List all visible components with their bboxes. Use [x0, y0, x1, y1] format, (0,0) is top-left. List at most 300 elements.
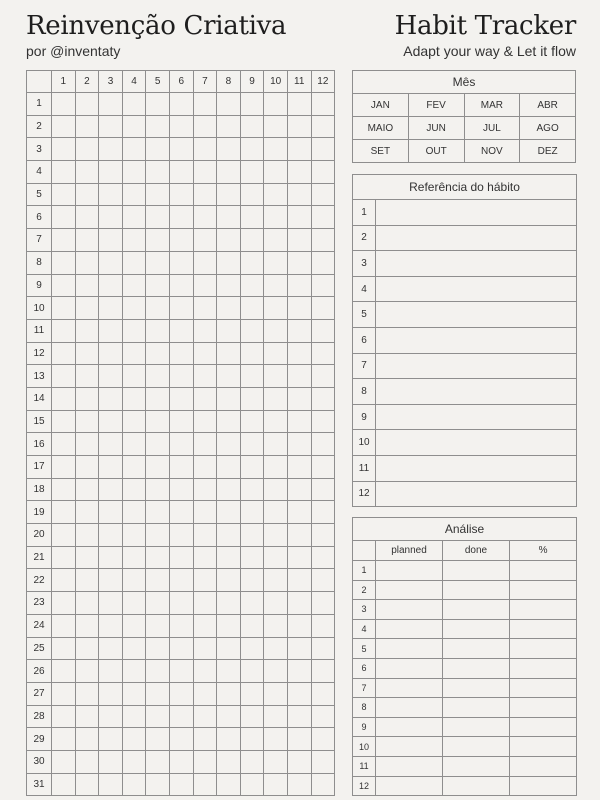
analysis-cell[interactable]: [376, 639, 443, 659]
grid-cell[interactable]: [146, 433, 170, 456]
grid-cell[interactable]: [311, 93, 335, 116]
grid-cell[interactable]: [217, 478, 241, 501]
grid-cell[interactable]: [122, 410, 146, 433]
grid-cell[interactable]: [193, 750, 217, 773]
analysis-cell[interactable]: [376, 658, 443, 678]
month-option[interactable]: OUT: [408, 140, 464, 163]
grid-cell[interactable]: [52, 115, 76, 138]
grid-cell[interactable]: [311, 206, 335, 229]
grid-cell[interactable]: [122, 161, 146, 184]
grid-cell[interactable]: [287, 501, 311, 524]
grid-cell[interactable]: [311, 229, 335, 252]
grid-cell[interactable]: [169, 342, 193, 365]
grid-cell[interactable]: [217, 297, 241, 320]
grid-cell[interactable]: [75, 433, 99, 456]
grid-cell[interactable]: [99, 433, 123, 456]
grid-cell[interactable]: [99, 682, 123, 705]
grid-cell[interactable]: [193, 274, 217, 297]
grid-cell[interactable]: [75, 637, 99, 660]
grid-cell[interactable]: [193, 637, 217, 660]
grid-cell[interactable]: [146, 161, 170, 184]
grid-cell[interactable]: [217, 705, 241, 728]
grid-cell[interactable]: [146, 569, 170, 592]
analysis-cell[interactable]: [443, 678, 510, 698]
grid-cell[interactable]: [169, 229, 193, 252]
grid-cell[interactable]: [75, 728, 99, 751]
grid-cell[interactable]: [264, 138, 288, 161]
grid-cell[interactable]: [240, 183, 264, 206]
grid-cell[interactable]: [217, 501, 241, 524]
grid-cell[interactable]: [169, 773, 193, 796]
grid-cell[interactable]: [193, 319, 217, 342]
grid-cell[interactable]: [287, 592, 311, 615]
grid-cell[interactable]: [217, 660, 241, 683]
grid-cell[interactable]: [169, 115, 193, 138]
grid-cell[interactable]: [52, 342, 76, 365]
grid-cell[interactable]: [99, 342, 123, 365]
grid-cell[interactable]: [240, 773, 264, 796]
grid-cell[interactable]: [169, 660, 193, 683]
month-option[interactable]: JUN: [408, 117, 464, 140]
grid-cell[interactable]: [217, 456, 241, 479]
grid-cell[interactable]: [75, 161, 99, 184]
grid-cell[interactable]: [311, 251, 335, 274]
grid-cell[interactable]: [287, 456, 311, 479]
grid-cell[interactable]: [146, 387, 170, 410]
grid-cell[interactable]: [217, 410, 241, 433]
grid-cell[interactable]: [75, 410, 99, 433]
grid-cell[interactable]: [240, 115, 264, 138]
grid-cell[interactable]: [75, 478, 99, 501]
grid-cell[interactable]: [217, 183, 241, 206]
grid-cell[interactable]: [217, 433, 241, 456]
grid-cell[interactable]: [217, 682, 241, 705]
month-option[interactable]: JUL: [464, 117, 520, 140]
grid-cell[interactable]: [169, 365, 193, 388]
grid-cell[interactable]: [169, 524, 193, 547]
grid-cell[interactable]: [287, 138, 311, 161]
grid-cell[interactable]: [193, 93, 217, 116]
grid-cell[interactable]: [99, 728, 123, 751]
grid-cell[interactable]: [75, 501, 99, 524]
grid-cell[interactable]: [122, 637, 146, 660]
grid-cell[interactable]: [75, 138, 99, 161]
grid-cell[interactable]: [52, 705, 76, 728]
grid-cell[interactable]: [287, 524, 311, 547]
grid-cell[interactable]: [193, 229, 217, 252]
grid-cell[interactable]: [146, 319, 170, 342]
grid-cell[interactable]: [311, 297, 335, 320]
grid-cell[interactable]: [240, 501, 264, 524]
grid-cell[interactable]: [169, 501, 193, 524]
grid-cell[interactable]: [311, 365, 335, 388]
grid-cell[interactable]: [122, 93, 146, 116]
grid-cell[interactable]: [99, 524, 123, 547]
grid-cell[interactable]: [193, 773, 217, 796]
grid-cell[interactable]: [122, 433, 146, 456]
grid-cell[interactable]: [52, 387, 76, 410]
grid-cell[interactable]: [52, 614, 76, 637]
grid-cell[interactable]: [99, 297, 123, 320]
grid-cell[interactable]: [52, 161, 76, 184]
grid-cell[interactable]: [193, 410, 217, 433]
grid-cell[interactable]: [240, 546, 264, 569]
grid-cell[interactable]: [75, 342, 99, 365]
habit-name-field[interactable]: [376, 430, 577, 456]
analysis-cell[interactable]: [376, 776, 443, 796]
grid-cell[interactable]: [146, 705, 170, 728]
grid-cell[interactable]: [240, 161, 264, 184]
grid-cell[interactable]: [122, 206, 146, 229]
grid-cell[interactable]: [240, 410, 264, 433]
grid-cell[interactable]: [122, 682, 146, 705]
grid-cell[interactable]: [311, 410, 335, 433]
grid-cell[interactable]: [146, 682, 170, 705]
grid-cell[interactable]: [311, 682, 335, 705]
analysis-cell[interactable]: [510, 619, 577, 639]
grid-cell[interactable]: [264, 387, 288, 410]
grid-cell[interactable]: [240, 750, 264, 773]
grid-cell[interactable]: [99, 637, 123, 660]
grid-cell[interactable]: [99, 115, 123, 138]
grid-cell[interactable]: [52, 637, 76, 660]
grid-cell[interactable]: [287, 637, 311, 660]
grid-cell[interactable]: [264, 705, 288, 728]
grid-cell[interactable]: [75, 750, 99, 773]
month-option[interactable]: MAIO: [353, 117, 409, 140]
grid-cell[interactable]: [146, 410, 170, 433]
grid-cell[interactable]: [240, 728, 264, 751]
grid-cell[interactable]: [311, 614, 335, 637]
grid-cell[interactable]: [122, 274, 146, 297]
grid-cell[interactable]: [52, 682, 76, 705]
grid-cell[interactable]: [99, 478, 123, 501]
grid-cell[interactable]: [75, 660, 99, 683]
grid-cell[interactable]: [311, 592, 335, 615]
grid-cell[interactable]: [99, 138, 123, 161]
grid-cell[interactable]: [240, 138, 264, 161]
grid-cell[interactable]: [75, 206, 99, 229]
grid-cell[interactable]: [311, 637, 335, 660]
grid-cell[interactable]: [264, 93, 288, 116]
grid-cell[interactable]: [169, 274, 193, 297]
grid-cell[interactable]: [287, 183, 311, 206]
grid-cell[interactable]: [122, 183, 146, 206]
grid-cell[interactable]: [193, 115, 217, 138]
grid-cell[interactable]: [75, 682, 99, 705]
grid-cell[interactable]: [193, 183, 217, 206]
grid-cell[interactable]: [146, 229, 170, 252]
grid-cell[interactable]: [75, 387, 99, 410]
grid-cell[interactable]: [240, 569, 264, 592]
grid-cell[interactable]: [99, 546, 123, 569]
grid-cell[interactable]: [193, 206, 217, 229]
grid-cell[interactable]: [264, 524, 288, 547]
analysis-cell[interactable]: [510, 600, 577, 620]
grid-cell[interactable]: [193, 614, 217, 637]
grid-cell[interactable]: [75, 546, 99, 569]
grid-cell[interactable]: [193, 592, 217, 615]
grid-cell[interactable]: [287, 365, 311, 388]
grid-cell[interactable]: [75, 297, 99, 320]
grid-cell[interactable]: [122, 773, 146, 796]
grid-cell[interactable]: [264, 410, 288, 433]
grid-cell[interactable]: [122, 569, 146, 592]
grid-cell[interactable]: [217, 614, 241, 637]
grid-cell[interactable]: [75, 93, 99, 116]
grid-cell[interactable]: [99, 183, 123, 206]
grid-cell[interactable]: [264, 183, 288, 206]
grid-cell[interactable]: [169, 319, 193, 342]
grid-cell[interactable]: [240, 592, 264, 615]
grid-cell[interactable]: [122, 138, 146, 161]
grid-cell[interactable]: [169, 592, 193, 615]
month-option[interactable]: NOV: [464, 140, 520, 163]
grid-cell[interactable]: [122, 251, 146, 274]
grid-cell[interactable]: [193, 546, 217, 569]
grid-cell[interactable]: [75, 569, 99, 592]
analysis-cell[interactable]: [376, 619, 443, 639]
grid-cell[interactable]: [52, 183, 76, 206]
habit-name-field[interactable]: [376, 379, 577, 405]
grid-cell[interactable]: [217, 319, 241, 342]
grid-cell[interactable]: [99, 161, 123, 184]
grid-cell[interactable]: [146, 115, 170, 138]
grid-cell[interactable]: [311, 705, 335, 728]
analysis-cell[interactable]: [443, 717, 510, 737]
month-option[interactable]: DEZ: [520, 140, 576, 163]
grid-cell[interactable]: [287, 229, 311, 252]
grid-cell[interactable]: [169, 705, 193, 728]
grid-cell[interactable]: [240, 637, 264, 660]
grid-cell[interactable]: [240, 365, 264, 388]
grid-cell[interactable]: [287, 161, 311, 184]
grid-cell[interactable]: [193, 682, 217, 705]
grid-cell[interactable]: [240, 274, 264, 297]
analysis-cell[interactable]: [376, 600, 443, 620]
grid-cell[interactable]: [169, 478, 193, 501]
analysis-cell[interactable]: [443, 600, 510, 620]
grid-cell[interactable]: [287, 614, 311, 637]
grid-cell[interactable]: [52, 773, 76, 796]
analysis-cell[interactable]: [510, 639, 577, 659]
grid-cell[interactable]: [217, 138, 241, 161]
grid-cell[interactable]: [52, 138, 76, 161]
grid-cell[interactable]: [193, 705, 217, 728]
grid-cell[interactable]: [240, 478, 264, 501]
grid-cell[interactable]: [240, 387, 264, 410]
habit-name-field[interactable]: [376, 200, 577, 226]
grid-cell[interactable]: [122, 387, 146, 410]
grid-cell[interactable]: [217, 750, 241, 773]
month-option[interactable]: ABR: [520, 94, 576, 117]
grid-cell[interactable]: [217, 546, 241, 569]
grid-cell[interactable]: [169, 93, 193, 116]
grid-cell[interactable]: [99, 569, 123, 592]
grid-cell[interactable]: [193, 138, 217, 161]
grid-cell[interactable]: [122, 660, 146, 683]
grid-cell[interactable]: [287, 660, 311, 683]
grid-cell[interactable]: [311, 524, 335, 547]
grid-cell[interactable]: [52, 274, 76, 297]
grid-cell[interactable]: [217, 365, 241, 388]
grid-cell[interactable]: [52, 456, 76, 479]
grid-cell[interactable]: [169, 387, 193, 410]
grid-cell[interactable]: [169, 728, 193, 751]
grid-cell[interactable]: [75, 456, 99, 479]
grid-cell[interactable]: [311, 342, 335, 365]
grid-cell[interactable]: [99, 501, 123, 524]
habit-name-field[interactable]: [376, 327, 577, 353]
grid-cell[interactable]: [52, 365, 76, 388]
grid-cell[interactable]: [146, 524, 170, 547]
grid-cell[interactable]: [99, 274, 123, 297]
grid-cell[interactable]: [287, 251, 311, 274]
grid-cell[interactable]: [99, 456, 123, 479]
grid-cell[interactable]: [122, 614, 146, 637]
grid-cell[interactable]: [52, 592, 76, 615]
grid-cell[interactable]: [287, 478, 311, 501]
grid-cell[interactable]: [122, 546, 146, 569]
grid-cell[interactable]: [240, 705, 264, 728]
habit-name-field[interactable]: [376, 302, 577, 328]
grid-cell[interactable]: [146, 637, 170, 660]
grid-cell[interactable]: [287, 274, 311, 297]
grid-cell[interactable]: [240, 433, 264, 456]
grid-cell[interactable]: [264, 319, 288, 342]
grid-cell[interactable]: [146, 251, 170, 274]
grid-cell[interactable]: [52, 524, 76, 547]
grid-cell[interactable]: [75, 274, 99, 297]
grid-cell[interactable]: [311, 750, 335, 773]
grid-cell[interactable]: [193, 501, 217, 524]
analysis-cell[interactable]: [510, 658, 577, 678]
grid-cell[interactable]: [146, 614, 170, 637]
grid-cell[interactable]: [287, 297, 311, 320]
grid-cell[interactable]: [99, 319, 123, 342]
grid-cell[interactable]: [52, 206, 76, 229]
grid-cell[interactable]: [264, 660, 288, 683]
grid-cell[interactable]: [217, 251, 241, 274]
analysis-cell[interactable]: [443, 639, 510, 659]
grid-cell[interactable]: [264, 297, 288, 320]
grid-cell[interactable]: [99, 251, 123, 274]
grid-cell[interactable]: [122, 297, 146, 320]
grid-cell[interactable]: [52, 501, 76, 524]
grid-cell[interactable]: [52, 410, 76, 433]
grid-cell[interactable]: [169, 456, 193, 479]
grid-cell[interactable]: [122, 478, 146, 501]
analysis-cell[interactable]: [510, 580, 577, 600]
grid-cell[interactable]: [264, 433, 288, 456]
grid-cell[interactable]: [122, 750, 146, 773]
grid-cell[interactable]: [146, 728, 170, 751]
grid-cell[interactable]: [122, 592, 146, 615]
grid-cell[interactable]: [240, 660, 264, 683]
month-option[interactable]: FEV: [408, 94, 464, 117]
grid-cell[interactable]: [52, 569, 76, 592]
grid-cell[interactable]: [193, 728, 217, 751]
grid-cell[interactable]: [193, 387, 217, 410]
grid-cell[interactable]: [169, 161, 193, 184]
month-option[interactable]: MAR: [464, 94, 520, 117]
grid-cell[interactable]: [52, 297, 76, 320]
grid-cell[interactable]: [287, 705, 311, 728]
grid-cell[interactable]: [52, 478, 76, 501]
grid-cell[interactable]: [99, 614, 123, 637]
grid-cell[interactable]: [169, 682, 193, 705]
grid-cell[interactable]: [264, 115, 288, 138]
grid-cell[interactable]: [99, 660, 123, 683]
grid-cell[interactable]: [146, 501, 170, 524]
grid-cell[interactable]: [99, 93, 123, 116]
analysis-cell[interactable]: [376, 580, 443, 600]
grid-cell[interactable]: [264, 206, 288, 229]
grid-cell[interactable]: [264, 546, 288, 569]
grid-cell[interactable]: [193, 161, 217, 184]
analysis-cell[interactable]: [443, 776, 510, 796]
grid-cell[interactable]: [52, 660, 76, 683]
grid-cell[interactable]: [146, 456, 170, 479]
analysis-cell[interactable]: [376, 717, 443, 737]
grid-cell[interactable]: [217, 637, 241, 660]
grid-cell[interactable]: [240, 682, 264, 705]
grid-cell[interactable]: [311, 728, 335, 751]
grid-cell[interactable]: [146, 660, 170, 683]
grid-cell[interactable]: [264, 728, 288, 751]
grid-cell[interactable]: [264, 501, 288, 524]
grid-cell[interactable]: [99, 410, 123, 433]
grid-cell[interactable]: [264, 161, 288, 184]
analysis-cell[interactable]: [376, 678, 443, 698]
grid-cell[interactable]: [287, 319, 311, 342]
grid-cell[interactable]: [99, 592, 123, 615]
grid-cell[interactable]: [169, 410, 193, 433]
month-option[interactable]: AGO: [520, 117, 576, 140]
grid-cell[interactable]: [52, 546, 76, 569]
grid-cell[interactable]: [264, 456, 288, 479]
grid-cell[interactable]: [240, 297, 264, 320]
grid-cell[interactable]: [217, 342, 241, 365]
grid-cell[interactable]: [264, 229, 288, 252]
grid-cell[interactable]: [287, 682, 311, 705]
grid-cell[interactable]: [193, 365, 217, 388]
grid-cell[interactable]: [169, 206, 193, 229]
analysis-cell[interactable]: [510, 561, 577, 581]
grid-cell[interactable]: [311, 660, 335, 683]
grid-cell[interactable]: [122, 319, 146, 342]
grid-cell[interactable]: [75, 705, 99, 728]
grid-cell[interactable]: [264, 592, 288, 615]
grid-cell[interactable]: [169, 569, 193, 592]
grid-cell[interactable]: [52, 251, 76, 274]
habit-name-field[interactable]: [376, 404, 577, 430]
grid-cell[interactable]: [264, 478, 288, 501]
grid-cell[interactable]: [287, 115, 311, 138]
analysis-cell[interactable]: [443, 580, 510, 600]
grid-cell[interactable]: [75, 115, 99, 138]
grid-cell[interactable]: [122, 115, 146, 138]
grid-cell[interactable]: [146, 206, 170, 229]
grid-cell[interactable]: [311, 161, 335, 184]
grid-cell[interactable]: [169, 546, 193, 569]
grid-cell[interactable]: [146, 342, 170, 365]
analysis-cell[interactable]: [510, 756, 577, 776]
analysis-cell[interactable]: [510, 678, 577, 698]
grid-cell[interactable]: [52, 750, 76, 773]
grid-cell[interactable]: [122, 524, 146, 547]
grid-cell[interactable]: [52, 229, 76, 252]
